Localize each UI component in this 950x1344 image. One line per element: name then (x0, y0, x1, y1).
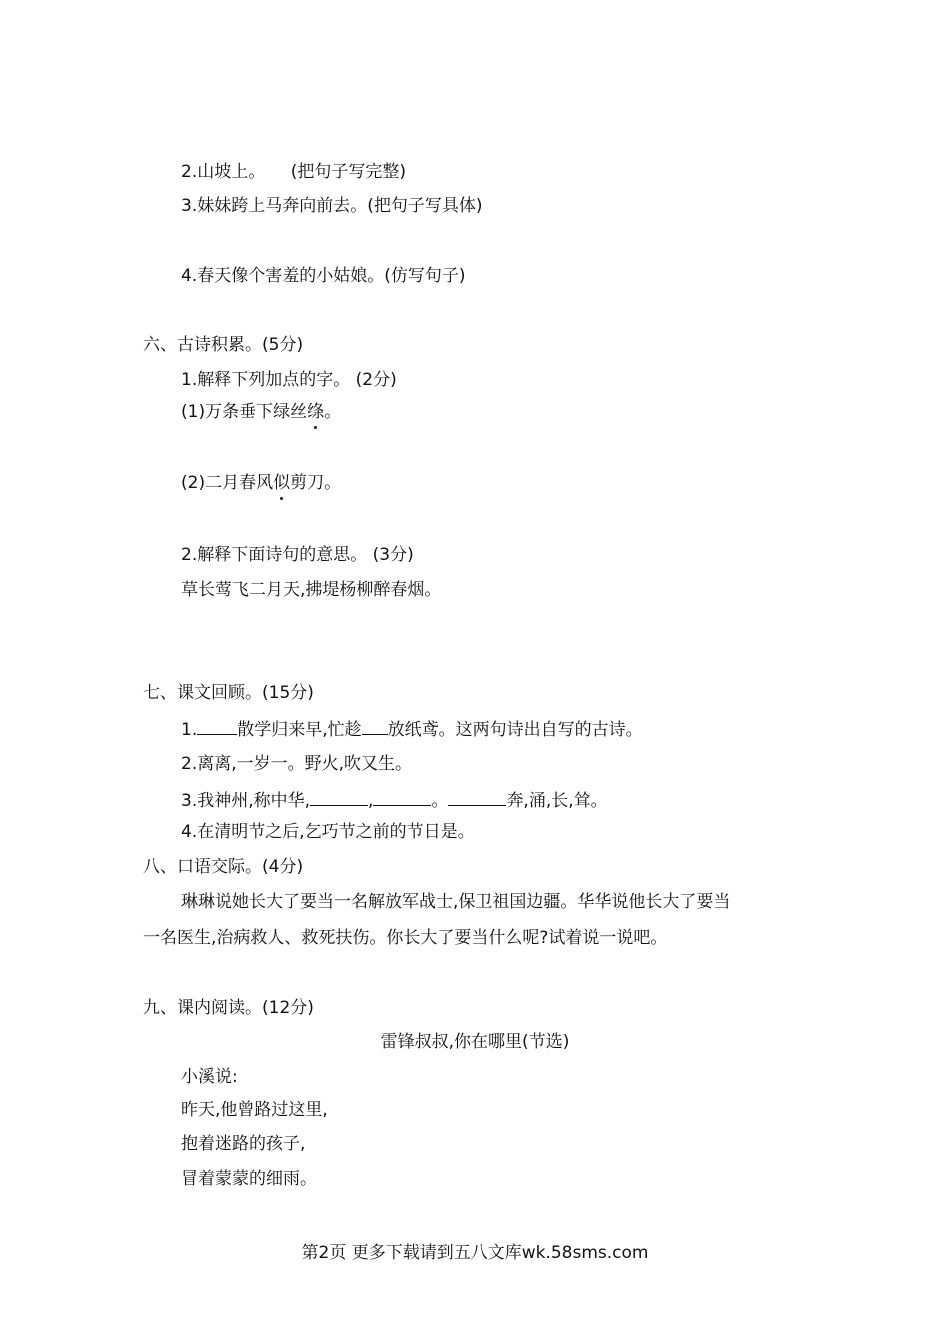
fill-blank[interactable] (197, 716, 237, 735)
section6-sub2-poem: 草长莺飞二月天,拂堤杨柳醉春烟。 (181, 580, 442, 600)
passage-line: 冒着蒙蒙的细雨。 (181, 1169, 317, 1189)
passage-line: 昨天,他曾路过这里, (181, 1100, 328, 1120)
fill-blank[interactable] (448, 787, 506, 806)
text: (1)万条垂下绿丝 (181, 402, 308, 422)
text: 散学归来早,忙趁 (237, 720, 362, 740)
page-footer: 第2页 更多下载请到五八文库wk.58sms.com (301, 1243, 649, 1263)
dotted-char: 似 (273, 473, 291, 493)
section7-title: 七、课文回顾。(15分) (143, 683, 314, 703)
section9-title: 九、课内阅读。(12分) (143, 998, 314, 1018)
dotted-char: 绦 (307, 402, 325, 422)
section7-line4: 4.在清明节之后,乞巧节之前的节日是。 (181, 822, 475, 842)
section7-line1 (181, 716, 643, 742)
text: 。 (324, 402, 342, 422)
q5-item-2: 2.山坡上。 (把句子写完整) (181, 162, 406, 182)
fill-blank[interactable] (310, 787, 368, 806)
fill-blank[interactable] (362, 716, 388, 735)
text: 奔,涌,长,耸。 (506, 791, 608, 811)
section7-line2: 2.离离,一岁一。野火,吹又生。 (181, 754, 413, 774)
section6-sub1-b (181, 471, 341, 495)
q5-item-4: 4.春天像个害羞的小姑娘。(仿写句子) (181, 266, 466, 286)
section7-line3 (181, 787, 608, 813)
text: 3.我神州,称中华, (181, 791, 311, 811)
text: 放纸鸢。这两句诗出自写的古诗。 (387, 720, 643, 740)
section8-para-line2: 一名医生,治病救人、救死扶伤。你长大了要当什么呢?试着说一说吧。 (143, 928, 668, 948)
section6-sub1-a (181, 400, 341, 424)
section8-para-line1: 琳琳说她长大了要当一名解放军战士,保卫祖国边疆。华华说他长大了要当 (181, 892, 731, 912)
fill-blank[interactable] (373, 787, 431, 806)
text: 剪刀。 (290, 473, 342, 493)
text: (2)二月春风 (181, 473, 274, 493)
section8-title: 八、口语交际。(4分) (143, 857, 304, 877)
text: 1. (181, 720, 198, 740)
text: , (368, 791, 374, 811)
text: 。 (431, 791, 449, 811)
section6-sub1: 1.解释下列加点的字。 (2分) (181, 370, 397, 390)
passage-line: 小溪说: (181, 1067, 238, 1087)
section6-title: 六、古诗积累。(5分) (143, 335, 304, 355)
q5-item-3: 3.妹妹跨上马奔向前去。(把句子写具体) (181, 196, 483, 216)
passage-title: 雷锋叔叔,你在哪里(节选) (380, 1032, 570, 1052)
passage-line: 抱着迷路的孩子, (181, 1134, 306, 1154)
section6-sub2: 2.解释下面诗句的意思。 (3分) (181, 545, 414, 565)
